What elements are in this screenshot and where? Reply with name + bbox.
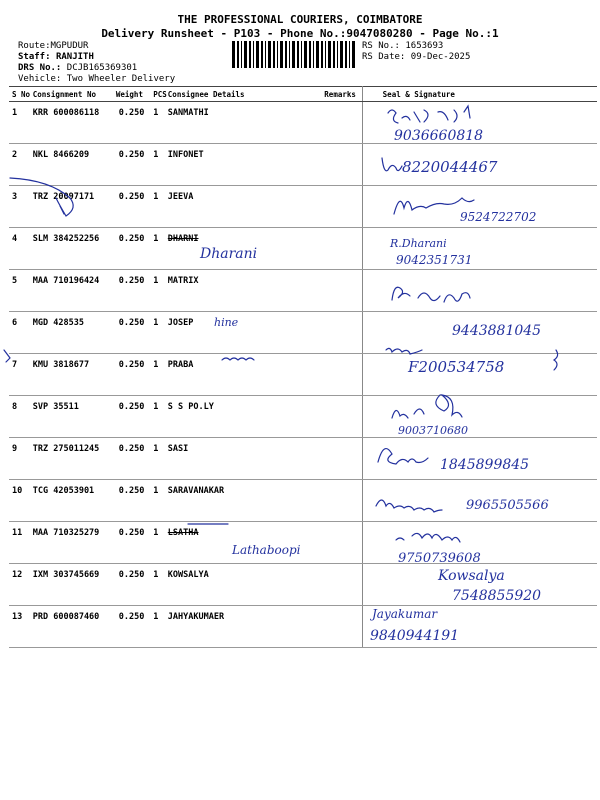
consignee-cell: DHARNI bbox=[165, 228, 319, 270]
sno-cell: 6 bbox=[9, 312, 30, 354]
consignment-cell: IXM 303745669 bbox=[30, 564, 113, 606]
drs-value: DCJB165369301 bbox=[66, 63, 138, 73]
weight-cell: 0.250 bbox=[113, 564, 150, 606]
pcs-cell: 1 bbox=[150, 354, 165, 396]
rs-date-label: RS Date: bbox=[362, 52, 406, 62]
drs-label: DRS No.: bbox=[18, 63, 62, 73]
seal-cell bbox=[362, 312, 597, 354]
row-12-phone: 7548855920 bbox=[452, 588, 542, 604]
consignee-cell: JEEVA bbox=[165, 186, 319, 228]
seal-cell bbox=[362, 354, 597, 396]
remarks-cell bbox=[319, 186, 363, 228]
consignment-cell: PRD 600087460 bbox=[30, 606, 113, 648]
seal-cell bbox=[362, 438, 597, 480]
weight-cell: 0.250 bbox=[113, 312, 150, 354]
seal-cell bbox=[362, 102, 597, 144]
weight-cell: 0.250 bbox=[113, 606, 150, 648]
seal-cell bbox=[362, 270, 597, 312]
row-8-phone: 9003710680 bbox=[398, 424, 468, 437]
sno-cell: 4 bbox=[9, 228, 30, 270]
remarks-cell bbox=[319, 396, 363, 438]
drs-line bbox=[18, 63, 137, 73]
table-row bbox=[9, 438, 597, 480]
col-sno: S No bbox=[9, 87, 30, 102]
weight-cell: 0.250 bbox=[113, 270, 150, 312]
row-11-phone: 9750739608 bbox=[398, 551, 481, 566]
pcs-cell: 1 bbox=[150, 480, 165, 522]
seal-cell bbox=[362, 606, 597, 648]
consignee-cell: SARAVANAKAR bbox=[165, 480, 319, 522]
rs-no-label: RS No.: bbox=[362, 41, 400, 51]
weight-cell: 0.250 bbox=[113, 354, 150, 396]
row-9-phone: 1845899845 bbox=[440, 457, 530, 473]
consignee-cell: JAHYAKUMAER bbox=[165, 606, 319, 648]
weight-cell: 0.250 bbox=[113, 186, 150, 228]
row-3-phone: 9524722702 bbox=[460, 210, 537, 224]
remarks-cell bbox=[319, 144, 363, 186]
col-consignee: Consignee Details bbox=[165, 87, 319, 102]
table-row bbox=[9, 396, 597, 438]
staff-label: Staff: bbox=[18, 52, 51, 62]
pcs-cell: 1 bbox=[150, 144, 165, 186]
weight-cell: 0.250 bbox=[113, 102, 150, 144]
weight-cell: 0.250 bbox=[113, 480, 150, 522]
remarks-cell bbox=[319, 102, 363, 144]
row-4-name-correction: Dharani bbox=[200, 246, 258, 262]
pcs-cell: 1 bbox=[150, 438, 165, 480]
col-remarks: Remarks bbox=[319, 87, 363, 102]
col-consignment: Consignment No bbox=[30, 87, 113, 102]
col-weight: Weight bbox=[113, 87, 150, 102]
rs-no-line bbox=[362, 41, 443, 51]
consignment-cell: KRR 600086118 bbox=[30, 102, 113, 144]
table-row bbox=[9, 102, 597, 144]
route-value: MGPUDUR bbox=[50, 41, 89, 51]
pcs-cell: 1 bbox=[150, 606, 165, 648]
consignment-cell: NKL 8466209 bbox=[30, 144, 113, 186]
pcs-cell: 1 bbox=[150, 564, 165, 606]
rs-date-line bbox=[362, 52, 470, 62]
sno-cell: 2 bbox=[9, 144, 30, 186]
row-1-phone: 9036660818 bbox=[394, 128, 484, 144]
pcs-cell: 1 bbox=[150, 228, 165, 270]
remarks-cell bbox=[319, 480, 363, 522]
consignee-cell: SANMATHI bbox=[165, 102, 319, 144]
row-4-phone: 9042351731 bbox=[396, 253, 473, 267]
pcs-cell: 1 bbox=[150, 270, 165, 312]
table-row bbox=[9, 270, 597, 312]
row-6-name-correction: hine bbox=[214, 316, 239, 329]
seal-cell bbox=[362, 186, 597, 228]
barcode bbox=[232, 41, 358, 68]
row-2-phone: 8220044467 bbox=[402, 158, 498, 176]
table-row bbox=[9, 480, 597, 522]
remarks-cell bbox=[319, 438, 363, 480]
company-title: THE PROFESSIONAL COURIERS, COIMBATORE bbox=[177, 13, 423, 26]
table-row bbox=[9, 606, 597, 648]
table-row bbox=[9, 144, 597, 186]
sno-cell: 9 bbox=[9, 438, 30, 480]
col-seal: Seal & Signature bbox=[362, 87, 597, 102]
consignee-cell: JOSEP bbox=[165, 312, 319, 354]
route-label: Route: bbox=[18, 41, 51, 51]
consignee-cell: SASI bbox=[165, 438, 319, 480]
weight-cell: 0.250 bbox=[113, 396, 150, 438]
consignee-cell: KOWSALYA bbox=[165, 564, 319, 606]
sno-cell: 7 bbox=[9, 354, 30, 396]
weight-cell: 0.250 bbox=[113, 228, 150, 270]
weight-cell: 0.250 bbox=[113, 144, 150, 186]
sno-cell: 5 bbox=[9, 270, 30, 312]
rs-no-value: 1653693 bbox=[405, 41, 444, 51]
sno-cell: 11 bbox=[9, 522, 30, 564]
pcs-cell: 1 bbox=[150, 102, 165, 144]
consignment-cell: SVP 35511 bbox=[30, 396, 113, 438]
table-header-row bbox=[9, 87, 597, 102]
sno-cell: 12 bbox=[9, 564, 30, 606]
table-row bbox=[9, 564, 597, 606]
sno-cell: 10 bbox=[9, 480, 30, 522]
row-12-signature: Kowsalya bbox=[438, 568, 505, 584]
consignee-cell: LSATHA bbox=[165, 522, 319, 564]
row-10-phone: 9965505566 bbox=[466, 498, 549, 513]
staff-line bbox=[18, 52, 94, 62]
seal-cell bbox=[362, 396, 597, 438]
runsheet-subtitle: Delivery Runsheet - P103 - Phone No.:9047080280 - Page No.:1 bbox=[101, 27, 499, 40]
pcs-cell: 1 bbox=[150, 312, 165, 354]
sno-cell: 8 bbox=[9, 396, 30, 438]
consignment-cell: KMU 3818677 bbox=[30, 354, 113, 396]
pcs-cell: 1 bbox=[150, 186, 165, 228]
runsheet-table bbox=[9, 86, 597, 648]
table-row bbox=[9, 186, 597, 228]
consignee-cell: MATRIX bbox=[165, 270, 319, 312]
seal-cell bbox=[362, 228, 597, 270]
row-6-phone: 9443881045 bbox=[452, 323, 542, 339]
seal-cell bbox=[362, 144, 597, 186]
consignee-cell: INFONET bbox=[165, 144, 319, 186]
row-11-name-correction: Lathaboopi bbox=[232, 543, 301, 557]
vehicle-line: Vehicle: Two Wheeler Delivery bbox=[18, 74, 176, 84]
table-row bbox=[9, 354, 597, 396]
consignment-cell: MAA 710196424 bbox=[30, 270, 113, 312]
consignment-cell: MAA 710325279 bbox=[30, 522, 113, 564]
consignment-cell: MGD 428535 bbox=[30, 312, 113, 354]
row-13-signature: Jayakumar bbox=[372, 607, 438, 621]
row-4-signature: R.Dharani bbox=[390, 237, 447, 250]
table-row bbox=[9, 312, 597, 354]
consignee-cell: S S PO.LY bbox=[165, 396, 319, 438]
consignment-cell: TRZ 20097171 bbox=[30, 186, 113, 228]
consignment-cell: SLM 384252256 bbox=[30, 228, 113, 270]
pcs-cell: 1 bbox=[150, 522, 165, 564]
remarks-cell bbox=[319, 270, 363, 312]
row-7-code: F200534758 bbox=[408, 358, 505, 376]
consignee-cell: PRABA bbox=[165, 354, 319, 396]
pcs-cell: 1 bbox=[150, 396, 165, 438]
row-13-phone: 9840944191 bbox=[370, 628, 460, 644]
sno-cell: 13 bbox=[9, 606, 30, 648]
sno-cell: 1 bbox=[9, 102, 30, 144]
remarks-cell bbox=[319, 228, 363, 270]
seal-cell bbox=[362, 564, 597, 606]
table-row bbox=[9, 228, 597, 270]
staff-value: RANJITH bbox=[55, 52, 94, 62]
seal-cell bbox=[362, 522, 597, 564]
rs-date-value: 09-Dec-2025 bbox=[410, 52, 471, 62]
consignment-cell: TRZ 275011245 bbox=[30, 438, 113, 480]
remarks-cell bbox=[319, 522, 363, 564]
sno-cell: 3 bbox=[9, 186, 30, 228]
remarks-cell bbox=[319, 606, 363, 648]
weight-cell: 0.250 bbox=[113, 522, 150, 564]
seal-cell bbox=[362, 480, 597, 522]
remarks-cell bbox=[319, 564, 363, 606]
weight-cell: 0.250 bbox=[113, 438, 150, 480]
consignment-cell: TCG 42053901 bbox=[30, 480, 113, 522]
route-line bbox=[18, 41, 88, 51]
col-pcs: PCS bbox=[150, 87, 165, 102]
remarks-cell bbox=[319, 354, 363, 396]
table-row bbox=[9, 522, 597, 564]
remarks-cell bbox=[319, 312, 363, 354]
